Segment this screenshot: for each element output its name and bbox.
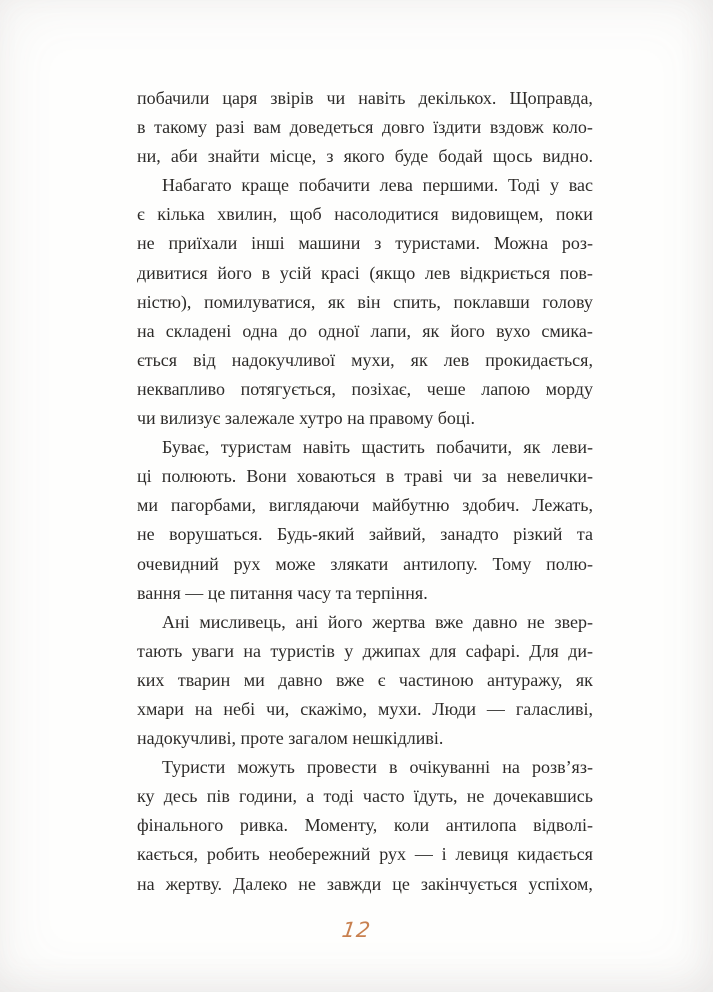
paragraph <box>137 433 593 608</box>
text-line: чи вилизує залежале хутро на правому боці. <box>137 408 476 429</box>
paragraph <box>137 753 593 898</box>
text-line: ких тварин ми давно вже є частиною антуражу, як <box>137 669 593 690</box>
text-line: хмари на небі чи, скажімо, мухи. Люди — галасливі, <box>137 698 593 719</box>
text-line: не приїхали інші машини з туристами. Можна роз- <box>137 233 593 254</box>
text-line: ністю), помилуватися, як він спить, поклавши голову <box>137 291 593 312</box>
paragraph <box>137 84 593 171</box>
text-line: очевидний рух може злякати антилопу. Тому полю- <box>137 553 593 574</box>
text-line: дивитися його в усій красі (якщо лев відкриється пов- <box>137 262 593 283</box>
text-line: ми пагорбами, виглядаючи майбутню здобич. Лежать, <box>137 495 593 516</box>
text-line: в такому разі вам доведеться довго їздити вздовж коло- <box>137 117 593 138</box>
page-text-block <box>137 84 593 899</box>
text-line: вання — це питання часу та терпіння. <box>137 582 428 603</box>
text-line: фінального ривка. Моменту, коли антилопа відволі- <box>137 815 593 836</box>
text-line: ни, аби знайти місце, з якого буде бодай щось видно. <box>137 146 593 167</box>
page-number: 12 <box>340 918 373 942</box>
text-line: тають уваги на туристів у джипах для сафарі. Для ди- <box>137 640 593 661</box>
text-line: не ворушаться. Будь-який зайвий, занадто різкий та <box>137 524 593 545</box>
text-line: надокучливі, проте загалом нешкідливі. <box>137 728 444 749</box>
paragraph <box>137 608 593 753</box>
text-line: на складені одна до одної лапи, як його вухо смика- <box>137 320 593 341</box>
text-line: на жертву. Далеко не завжди це закінчується успіхом, <box>137 873 593 894</box>
text-line: Буває, туристам навіть щастить побачити, як леви- <box>162 437 593 458</box>
text-line: Туристи можуть провести в очікуванні на розв’яз- <box>162 757 593 778</box>
paragraph <box>137 171 593 433</box>
text-line: неквапливо потягується, позіхає, чеше лапою морду <box>137 378 593 399</box>
text-line: побачили царя звірів чи навіть декількох. Щоправда, <box>137 88 593 108</box>
text-line: Набагато краще побачити лева першими. Тоді у вас <box>162 175 593 196</box>
text-line: ється від надокучливої мухи, як лев прокидається, <box>137 349 593 370</box>
text-line: ку десь пів години, а тоді часто їдуть, не дочекавшись <box>137 786 593 807</box>
text-line: ці полюють. Вони ховаються в траві чи за невелички- <box>137 466 593 487</box>
text-line: Ані мисливець, ані його жертва вже давно не звер- <box>162 611 593 632</box>
text-line: кається, робить необережний рух — і левиця кидається <box>137 844 593 865</box>
text-line: є кілька хвилин, щоб насолодитися видовищем, поки <box>137 204 593 225</box>
